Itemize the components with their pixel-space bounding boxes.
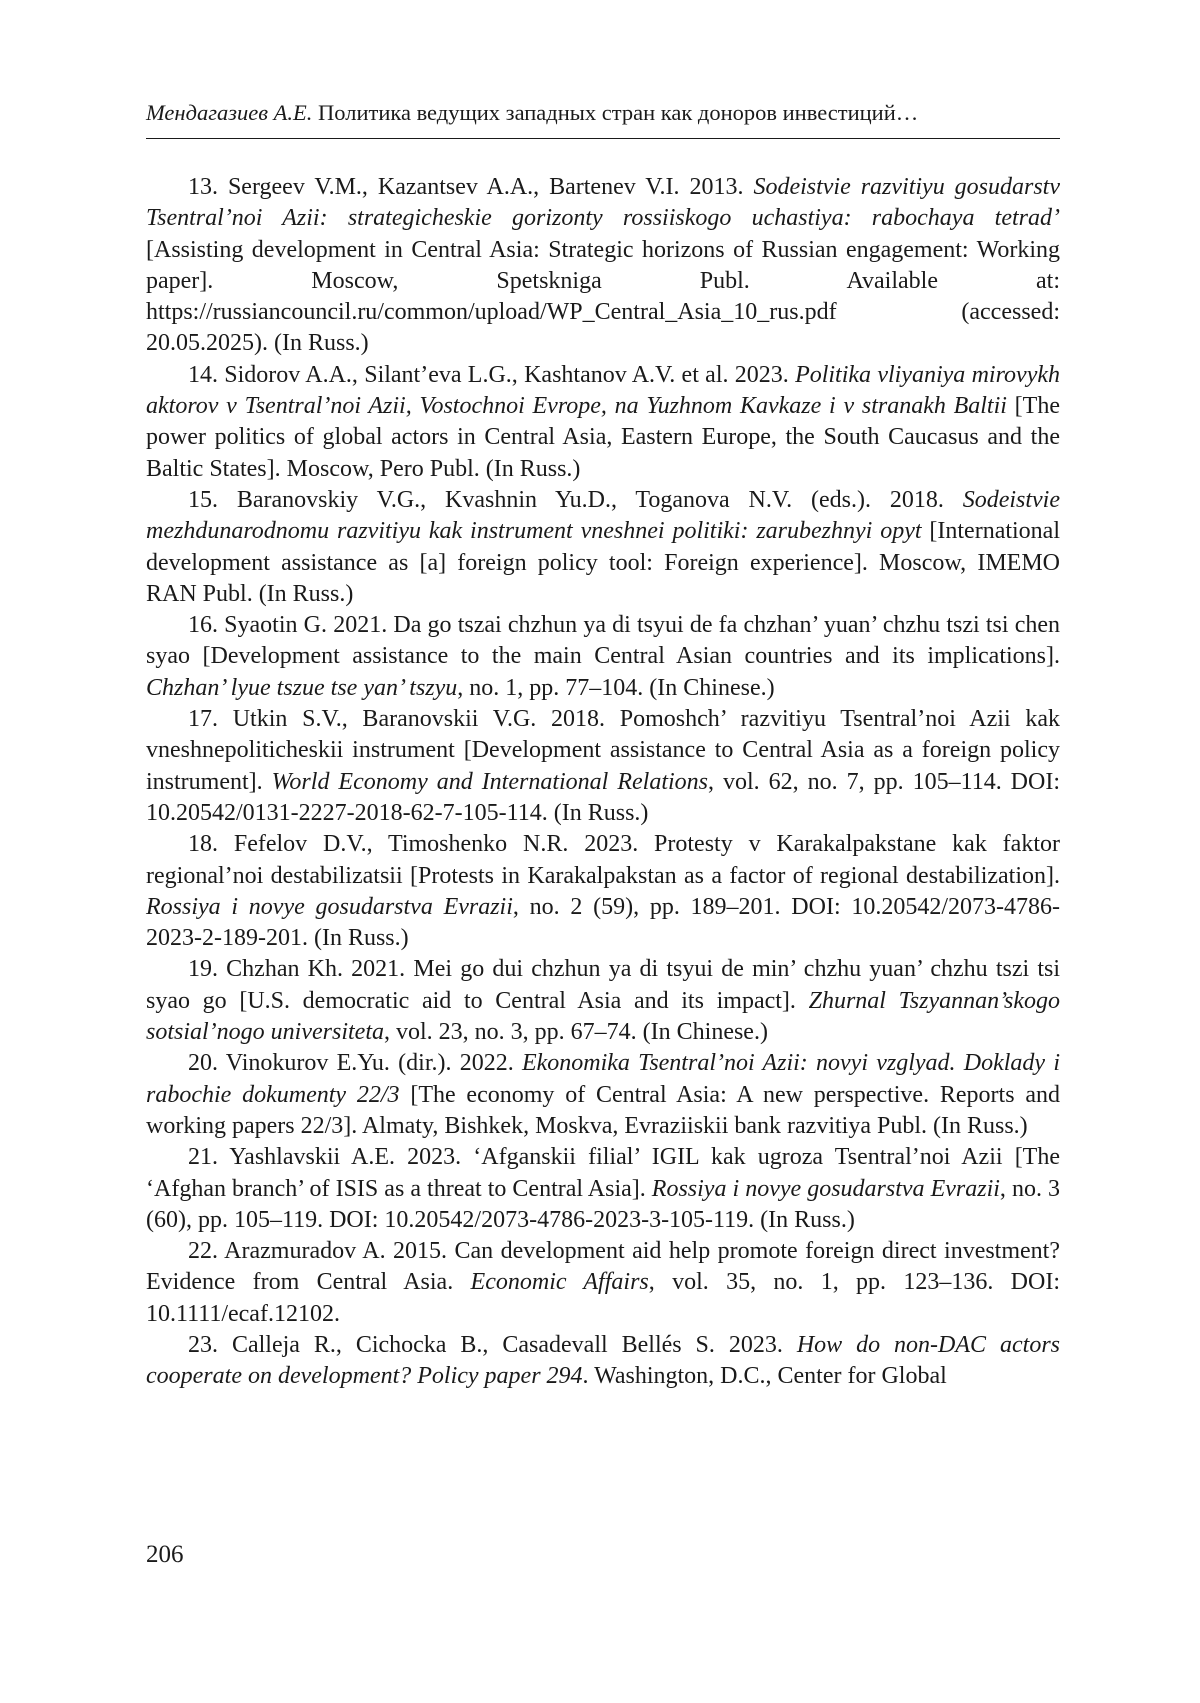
- header-title: Политика ведущих западных стран как доноров инвестиций…: [312, 100, 919, 125]
- header-author: Мендагазиев А.Е.: [146, 100, 313, 125]
- reference-item: 14. Sidorov A.A., Silant’eva L.G., Kashtanov A.V. et al. 2023. Politika vliyaniya mirovykh aktorov v Tsentral’noi Azii, Vostochnoi Evrope, na Yuzhnom Kavkaze i v stranakh Baltii [The power politics of global actors in Central Asia, Eastern Europe, the South Caucasus and the Baltic States]. Moscow, Pero Publ. (In Russ.): [146, 361, 1060, 482]
- reference-item: 20. Vinokurov E.Yu. (dir.). 2022. Ekonomika Tsentral’noi Azii: novyi vzglyad. Doklady i rabochie dokumenty 22/3 [The economy of Central Asia: A new perspective. Reports and working papers 22/3]. Almaty, Bishkek, Moskva, Evraziiskii bank razvitiya Publ. (In Russ.): [146, 1050, 1060, 1139]
- page-number: 206: [146, 1541, 184, 1568]
- reference-item: 16. Syaotin G. 2021. Da go tszai chzhun ya di tsyui de fa chzhan’ yuan’ chzhu tszi tsi chen syao [Development assistance to the main Central Asian countries and its implications]. Chzhan’ lyue tszue tse yan’ tszyu, no. 1, pp. 77–104. (In Chinese.): [146, 612, 1060, 701]
- running-header: [146, 100, 1060, 140]
- reference-item: 18. Fefelov D.V., Timoshenko N.R. 2023. Protesty v Karakalpakstane kak faktor regional’noi destabilizatsii [Protests in Karakalpakstan as a factor of regional destabilization]. Rossiya i novye gosudarstva Evrazii, no. 2 (59), pp. 189–201. DOI: 10.20542/2073-4786-2023-2-189-201. (In Russ.): [146, 831, 1060, 952]
- reference-item: 13. Sergeev V.M., Kazantsev A.A., Bartenev V.I. 2013. Sodeistvie razvitiyu gosudarstv Tsentral’noi Azii: strategicheskie gorizonty rossiiskogo uchastiya: rabochaya tetrad’ [Assisting development in Central Asia: Strategic horizons of Russian engagement: Working paper]. Moscow, Spetskniga Publ. Available at: https://russiancouncil.ru/common/upload/WP_Central_Asia_10_rus.pdf (accessed: 20.05.2025). (In Russ.): [146, 174, 1060, 357]
- reference-item: 21. Yashlavskii A.E. 2023. ‘Afganskii filial’ IGIL kak ugroza Tsentral’noi Azii [The ‘Afghan branch’ of ISIS as a threat to Central Asia]. Rossiya i novye gosudarstva Evrazii, no. 3 (60), pp. 105–119. DOI: 10.20542/2073-4786-2023-3-105-119. (In Russ.): [146, 1144, 1061, 1233]
- reference-item: 23. Calleja R., Cichocka B., Casadevall Bellés S. 2023. How do non-DAC actors cooperate on development? Policy paper 294. Washington, D.C., Center for Global: [146, 1331, 1060, 1390]
- reference-list: [146, 172, 1060, 1393]
- header-rule: [146, 138, 1060, 139]
- reference-item: 22. Arazmuradov A. 2015. Can development aid help promote foreign direct investment? Evidence from Central Asia. Economic Affairs, vol. 35, no. 1, pp. 123–136. DOI: 10.1111/ecaf.12102.: [146, 1238, 1061, 1327]
- reference-item: 17. Utkin S.V., Baranovskii V.G. 2018. Pomoshch’ razvitiyu Tsentral’noi Azii kak vneshnepoliticheskii instrument [Development assistance to Central Asia as a foreign policy instrument]. World Economy and International Relations, vol. 62, no. 7, pp. 105–114. DOI: 10.20542/0131-2227-2018-62-7-105-114. (In Russ.): [146, 706, 1061, 826]
- reference-item: 19. Chzhan Kh. 2021. Mei go dui chzhun ya di tsyui de min’ chzhu yuan’ chzhu tszi tsi syao go [U.S. democratic aid to Central Asia and its impact]. Zhurnal Tszyannan’skogo sotsial’nogo universiteta, vol. 23, no. 3, pp. 67–74. (In Chinese.): [146, 956, 1060, 1046]
- reference-item: 15. Baranovskiy V.G., Kvashnin Yu.D., Toganova N.V. (eds.). 2018. Sodeistvie mezhdunarodnomu razvitiyu kak instrument vneshnei politiki: zarubezhnyi opyt [International development assistance as [a] foreign policy tool: Foreign experience]. Moscow, IMEMO RAN Publ. (In Russ.): [146, 486, 1061, 607]
